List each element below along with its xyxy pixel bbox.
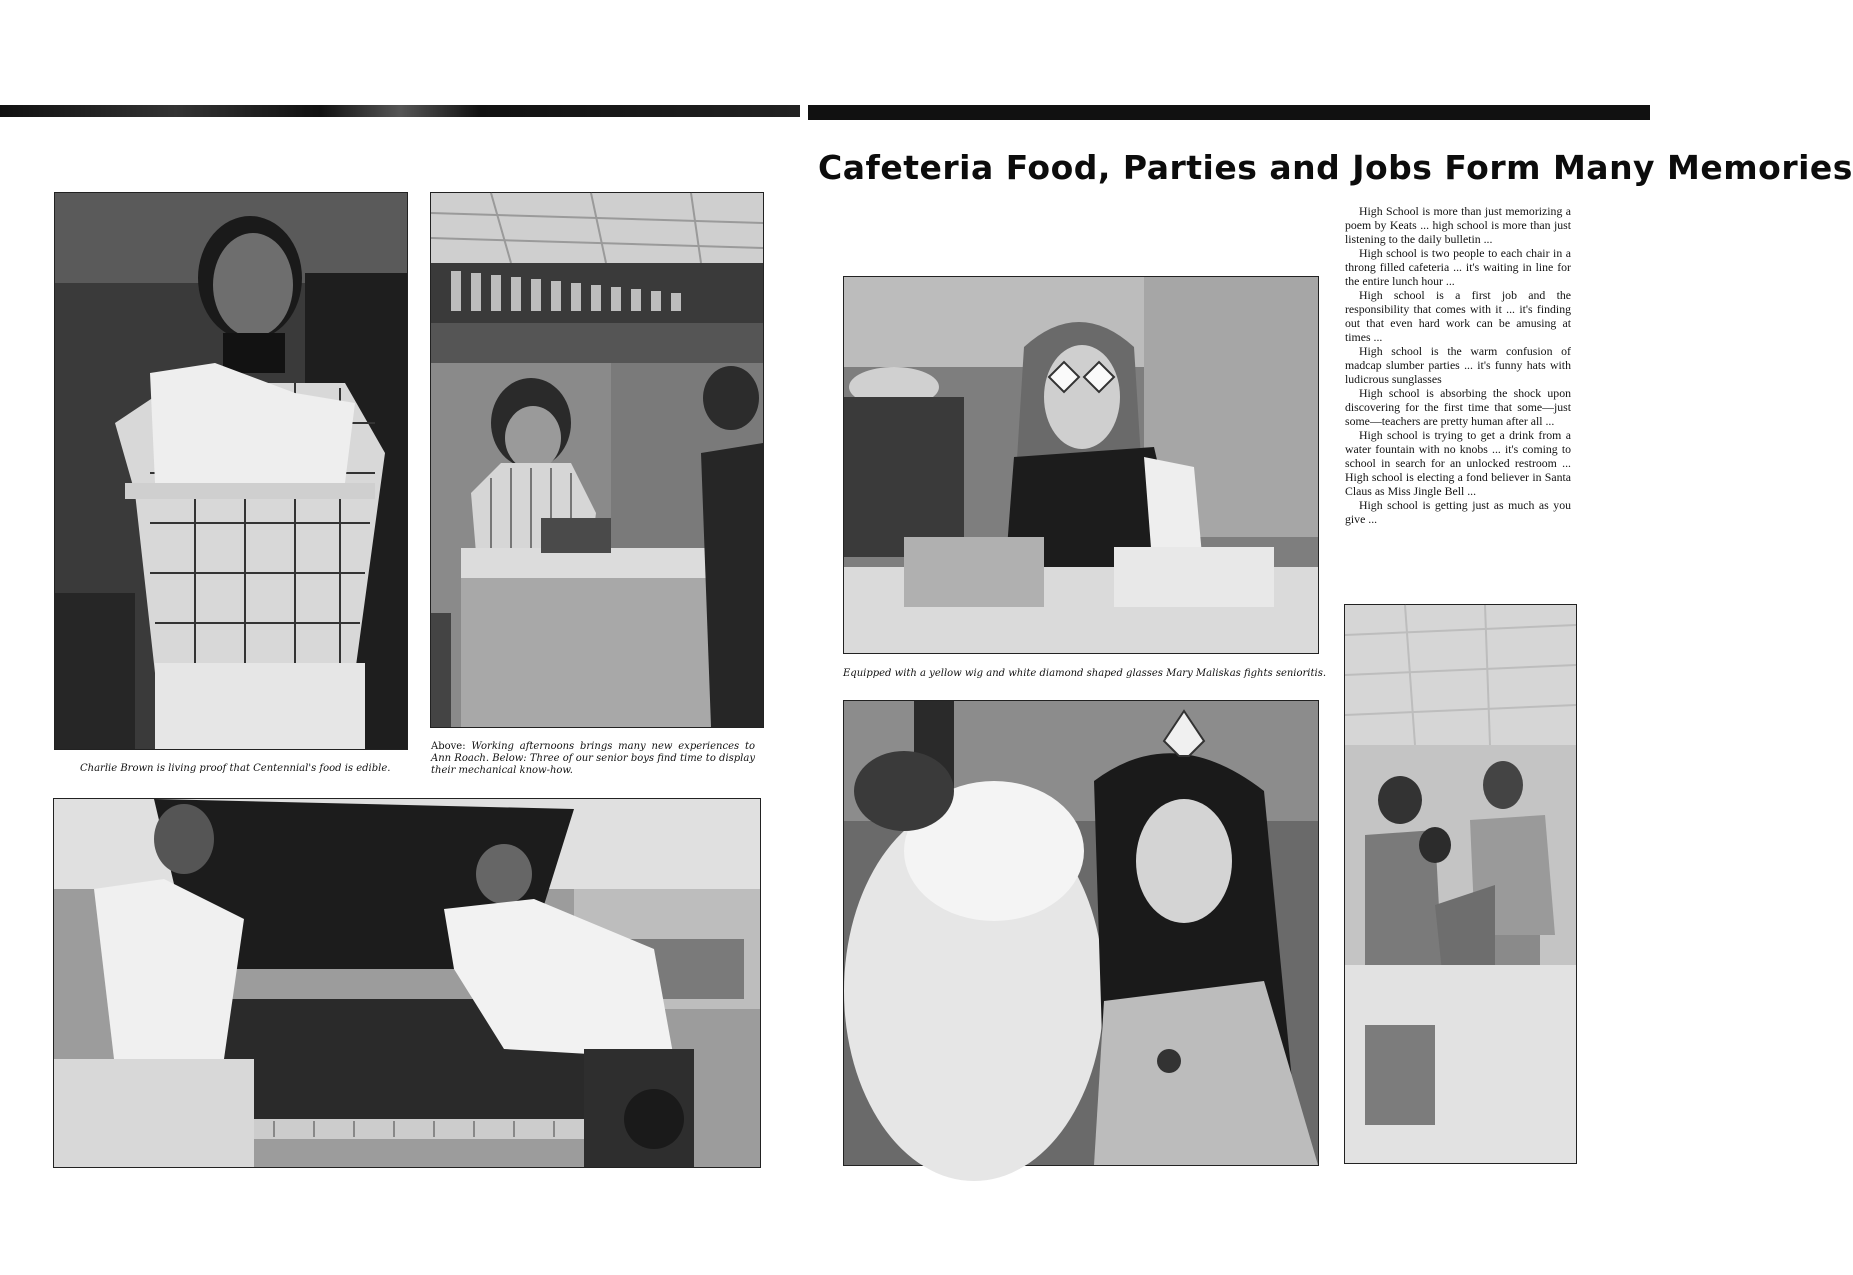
photo-ann-roach (430, 192, 764, 728)
caption-working-afternoons (431, 741, 755, 777)
photo-miss-jingle-bell (843, 700, 1319, 1166)
caption-working-text: Working afternoons brings many new experiences to Ann Roach. Below: Three of our senior boys find time to display their mechanical know-how. (431, 741, 755, 776)
headline: Cafeteria Food, Parties and Jobs Form Many Memories (818, 148, 1853, 187)
body-paragraph: High school is a first job and the responsibility that comes with it ... it's finding out that even hard work can be amusing at times ... (1345, 288, 1571, 344)
page-top-rule-left (0, 105, 800, 117)
photo-mary-maliskas (843, 276, 1319, 654)
body-paragraph: High school is two people to each chair in a throng filled cafeteria ... it's waiting in line for the entire lunch hour ... (1345, 246, 1571, 288)
body-paragraph: High school is getting just as much as you give ... (1345, 498, 1571, 526)
body-paragraph: High school is absorbing the shock upon discovering for the first time that some—just some—teachers are pretty human after all ... (1345, 386, 1571, 428)
caption-working-prefix: Above: (431, 741, 466, 752)
body-paragraph: High School is more than just memorizing a poem by Keats ... high school is more than just listening to the daily bulletin ... (1345, 204, 1571, 246)
body-paragraph: High school is the warm confusion of madcap slumber parties ... it's funny hats with ludicrous sunglasses (1345, 344, 1571, 386)
page-top-rule-right (808, 105, 1650, 120)
page-gutter (800, 105, 808, 121)
caption-mary-maliskas: Equipped with a yellow wig and white diamond shaped glasses Mary Maliskas fights senioritis. (843, 668, 1327, 679)
body-text (1345, 204, 1571, 526)
photo-teachers (1344, 604, 1577, 1164)
photo-car-mechanics (53, 798, 761, 1168)
body-paragraph: High school is trying to get a drink from a water fountain with no knobs ... it's coming to school in search for an unlocked restroom ... High school is electing a fond believer in Santa Claus as Miss Jingle Bell ... (1345, 428, 1571, 498)
photo-charlie-brown (54, 192, 408, 750)
caption-charlie-brown: Charlie Brown is living proof that Centennial's food is edible. (80, 763, 391, 774)
